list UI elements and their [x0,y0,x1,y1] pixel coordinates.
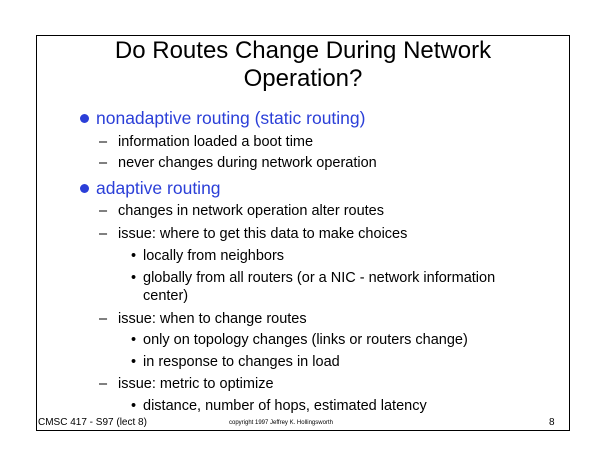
page-number: 8 [549,417,555,428]
list-item-level3-continuation: center) [143,288,189,304]
dot-marker: • [131,270,137,286]
list-item-level3: locally from neighbors [143,248,285,264]
list-item-level2: issue: where to get this data to make choices [118,226,408,242]
dot-marker: • [131,332,137,348]
dot-marker: • [131,398,137,414]
list-item-level3: globally from all routers (or a NIC - network information [143,270,496,286]
dash-marker: – [99,203,108,219]
list-item-level2: never changes during network operation [118,155,377,171]
dot-marker: • [131,248,137,264]
footer-copyright: copyright 1997 Jeffrey K. Hollingsworth [229,420,333,426]
list-item-level3: only on topology changes (links or routers change) [143,332,468,348]
dash-marker: – [99,376,108,392]
list-item-level2: issue: metric to optimize [118,376,274,392]
bullet-dot-icon [80,184,89,193]
bullet-dot-icon [80,114,89,123]
dash-marker: – [99,155,108,171]
dash-marker: – [99,134,108,150]
slide-title-line-1: Do Routes Change During Network [114,37,492,64]
list-item-level2: issue: when to change routes [118,311,307,327]
list-item-level3: in response to changes in load [143,354,340,370]
list-item-level2: changes in network operation alter routes [118,203,384,219]
slide-title-line-2: Operation? [243,65,363,92]
dash-marker: – [99,226,108,242]
dash-marker: – [99,311,108,327]
list-item-level1: adaptive routing [96,178,221,198]
list-item-level1: nonadaptive routing (static routing) [96,108,366,128]
dot-marker: • [131,354,137,370]
footer-course: CMSC 417 - S97 (lect 8) [38,417,147,428]
list-item-level3: distance, number of hops, estimated latency [143,398,427,414]
list-item-level2: information loaded a boot time [118,134,314,150]
